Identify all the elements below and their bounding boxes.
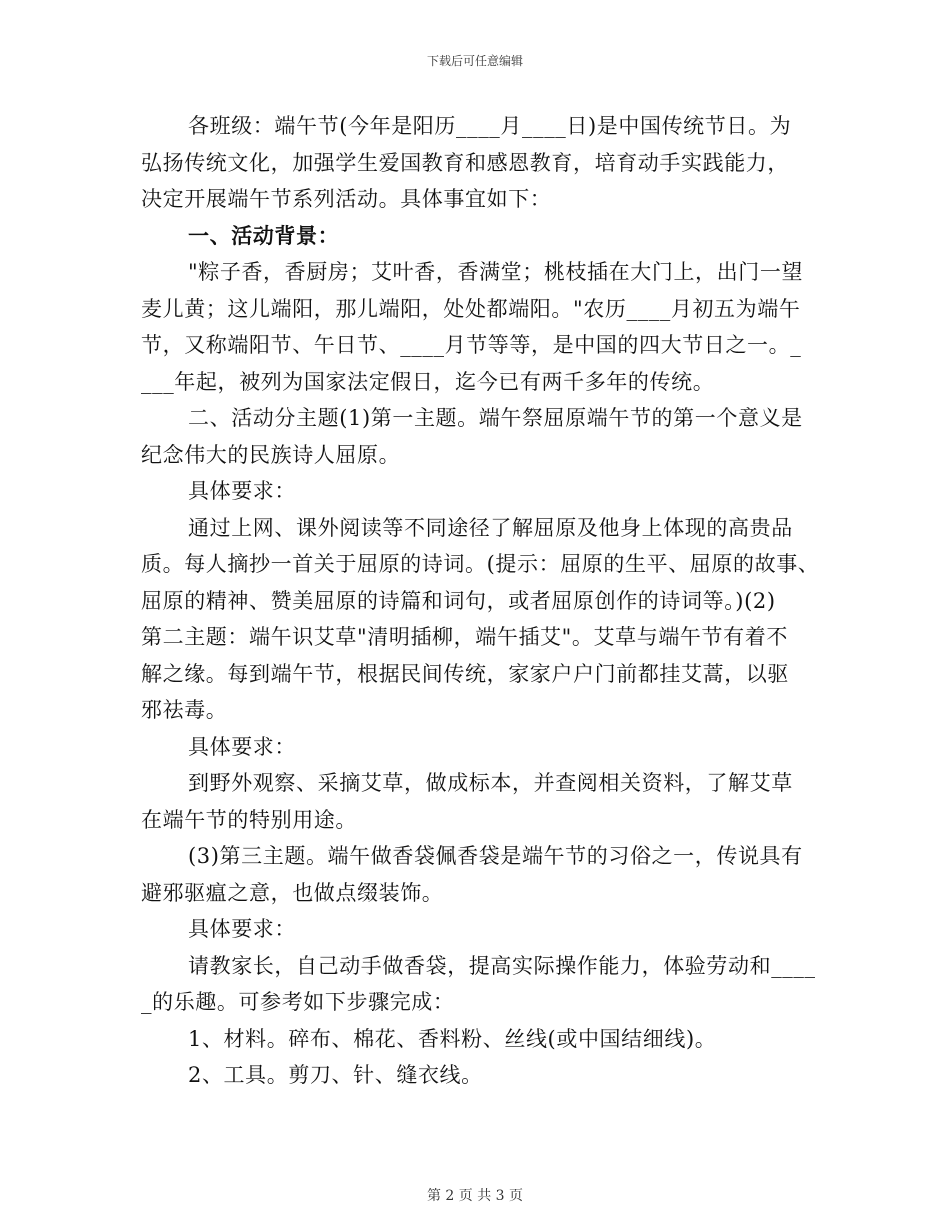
paragraph-line: 纪念伟大的民族诗人屈原。 (141, 442, 401, 467)
paragraph-line: 1、材料。碎布、棉花、香料粉、丝线(或中国结细线)。 (188, 1026, 717, 1051)
paragraph-line: 屈原的精神、赞美屈原的诗篇和词句，或者屈原创作的诗词等。)(2) (141, 588, 776, 613)
paragraph-line: ___年起，被列为国家法定假日，迄今已有两千多年的传统。 (141, 369, 715, 394)
paragraph-line: 请教家长，自己动手做香袋，提高实际操作能力，体验劳动和____ (188, 953, 816, 978)
paragraph-line: 节，又称端阳节、午日节、____月节等等，是中国的四大节日之一。_ (141, 333, 802, 357)
paragraph-line: 具体要求： (188, 917, 296, 941)
section-heading: 一、活动背景： (188, 223, 340, 248)
page-footer: 第 2 页 共 3 页 (426, 1188, 524, 1204)
paragraph-line: 2、工具。剪刀、针、缝衣线。 (188, 1063, 483, 1087)
paragraph-line: 质。每人摘抄一首关于屈原的诗词。(提示：屈原的生平、屈原的故事、 (141, 552, 820, 576)
paragraph-line: 各班级：端午节(今年是阳历____月____日)是中国传统节日。为 (188, 114, 792, 138)
document-body (141, 108, 820, 1094)
paragraph-line: 邪祛毒。 (141, 698, 228, 722)
paragraph-line: _的乐趣。可参考如下步骤完成： (141, 990, 455, 1014)
paragraph-line: 决定开展端午节系列活动。具体事宜如下： (141, 187, 552, 211)
paragraph-line: "粽子香，香厨房；艾叶香，香满堂；桃枝插在大门上，出门一望 (188, 260, 804, 284)
paragraph-line: (3)第三主题。端午做香袋佩香袋是端午节的习俗之一，传说具有 (188, 844, 803, 868)
paragraph-line: 具体要求： (188, 734, 296, 759)
paragraph-line: 在端午节的特别用途。 (141, 807, 357, 832)
paragraph-line: 到野外观察、采摘艾草，做成标本，并查阅相关资料，了解艾草 (188, 771, 793, 795)
paragraph-line: 弘扬传统文化，加强学生爱国教育和感恩教育，培育动手实践能力， (141, 150, 789, 175)
paragraph-line: 麦儿黄；这儿端阳，那儿端阳，处处都端阳。"农历____月初五为端午 (141, 296, 801, 321)
paragraph-line: 解之缘。每到端午节，根据民间传统，家家户户门前都挂艾蒿，以驱 (141, 661, 789, 686)
paragraph-line: 二、活动分主题(1)第一主题。端午祭屈原端午节的第一个意义是 (188, 406, 803, 430)
paragraph-line: 通过上网、课外阅读等不同途径了解屈原及他身上体现的高贵品 (188, 515, 793, 540)
paragraph-line: 第二主题：端午识艾草"清明插柳，端午插艾"。艾草与端午节有着不 (141, 625, 788, 649)
paragraph-line: 避邪驱瘟之意，也做点缀装饰。 (141, 880, 444, 905)
paragraph-line: 具体要求： (188, 479, 296, 503)
page-header: 下载后可任意编辑 (426, 54, 523, 68)
